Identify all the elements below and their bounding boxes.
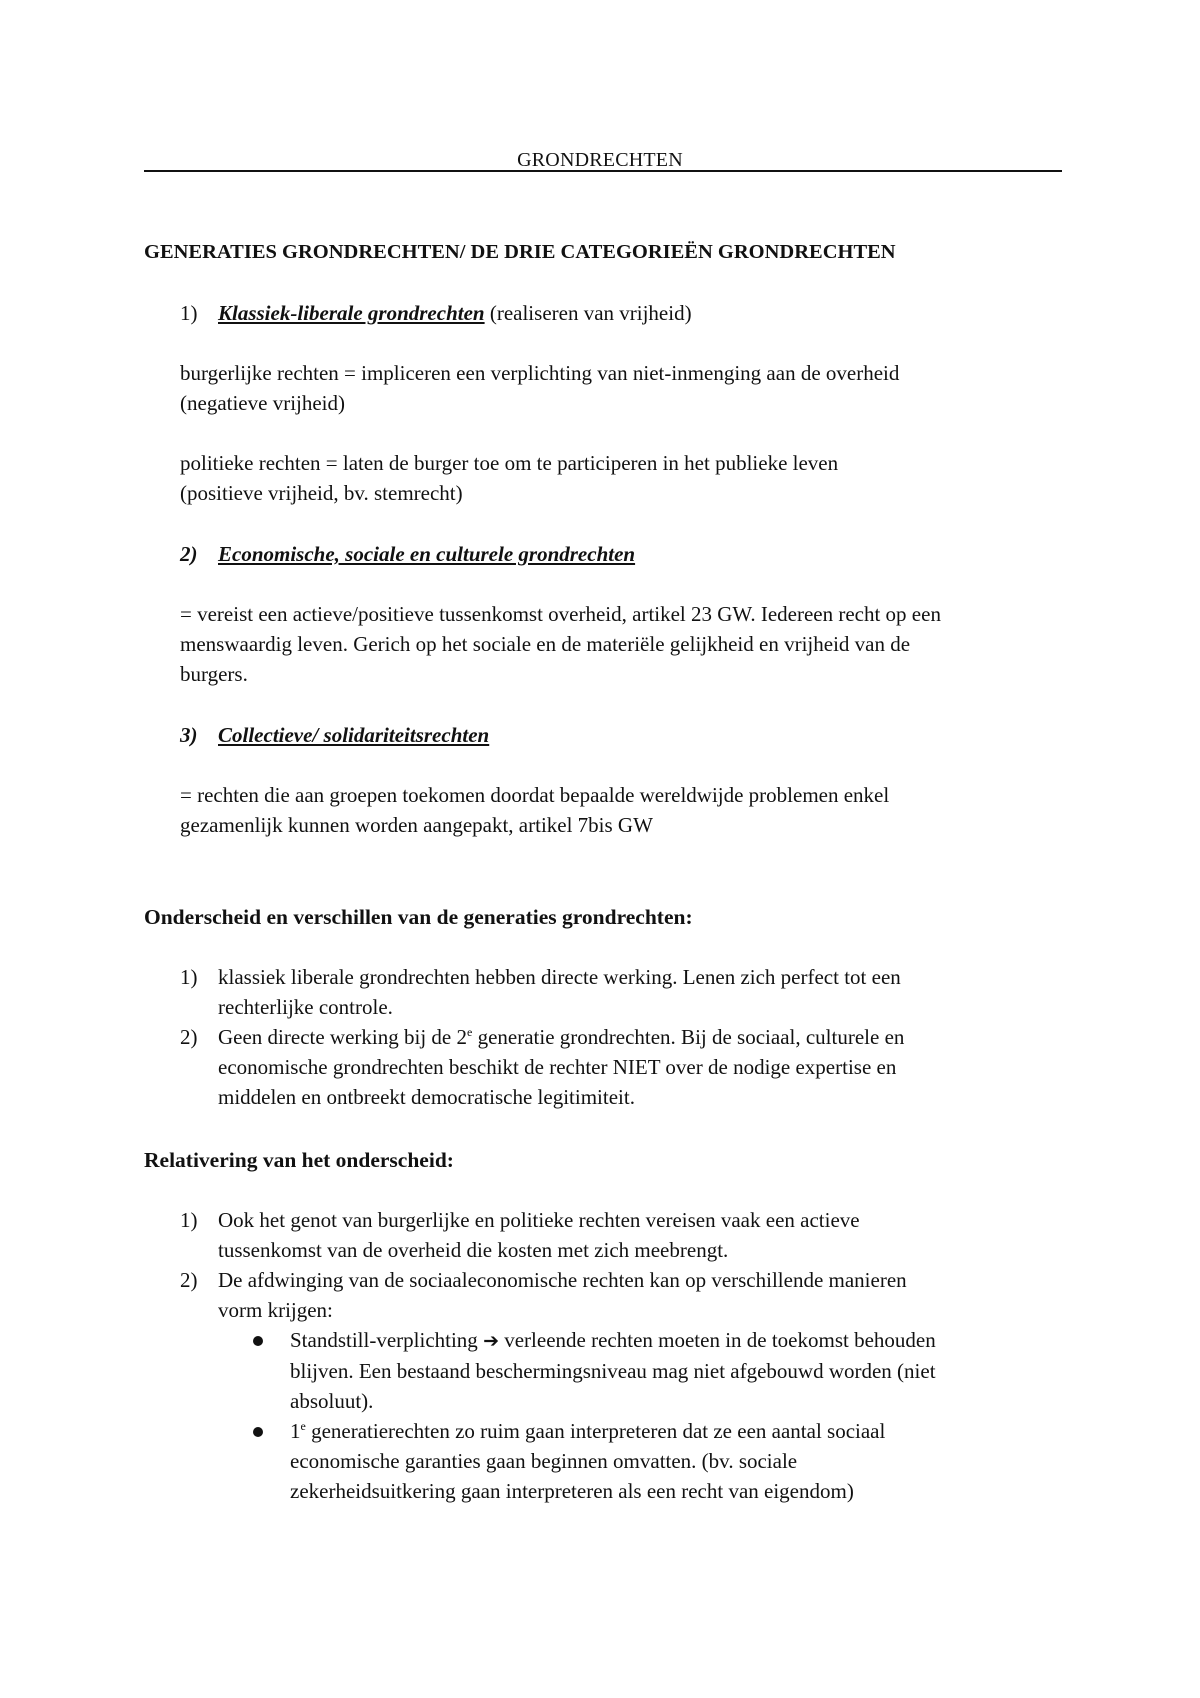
- text-fragment: generatierechten zo ruim gaan interpreteren dat ze een aantal sociaal: [305, 1419, 886, 1443]
- page-header-title: GRONDRECHTEN: [517, 149, 683, 171]
- text-fragment: generatie grondrechten. Bij de sociaal, culturele en: [472, 1025, 905, 1049]
- text-line: rechterlijke controle.: [218, 995, 393, 1019]
- section-heading-onderscheid: Onderscheid en verschillen van de generaties grondrechten:: [144, 905, 693, 929]
- text-line: absoluut).: [290, 1389, 374, 1413]
- list-number: 2): [180, 1025, 198, 1049]
- paragraph-politieke-rechten: [180, 448, 1070, 508]
- text-line: zekerheidsuitkering gaan interpreteren als een recht van eigendom): [290, 1479, 854, 1503]
- superscript: e: [300, 1419, 306, 1433]
- text-line: burgerlijke rechten = impliceren een verplichting van niet-inmenging aan de overheid: [180, 361, 900, 385]
- list-item-geen-directe-werking: [218, 1022, 1068, 1112]
- list-item-collectieve: [218, 720, 1068, 750]
- header-rule: [144, 170, 1062, 172]
- text-line: vorm krijgen:: [218, 1298, 333, 1322]
- text-fragment: Geen directe werking bij de 2: [218, 1025, 467, 1049]
- item-suffix: (realiseren van vrijheid): [484, 301, 692, 325]
- item-title: Klassiek-liberale grondrechten: [218, 301, 485, 325]
- text-line: politieke rechten = laten de burger toe om te participeren in het publieke leven: [180, 451, 839, 475]
- superscript: e: [467, 1025, 473, 1039]
- text-line: [290, 1325, 1070, 1356]
- section-heading-relativering: Relativering van het onderscheid:: [144, 1148, 454, 1172]
- list-number: 3): [180, 723, 198, 747]
- text-line: (negatieve vrijheid): [180, 391, 346, 415]
- paragraph-collectieve: [180, 780, 1070, 840]
- list-item-economische: [218, 539, 1068, 569]
- list-number: 2): [180, 1268, 198, 1292]
- text-line: blijven. Een bestaand beschermingsniveau mag niet afgebouwd worden (niet: [290, 1359, 936, 1383]
- text-line: [218, 1022, 1068, 1052]
- list-number: 2): [180, 542, 198, 566]
- list-number: 1): [180, 301, 198, 325]
- list-number: 1): [180, 965, 198, 989]
- arrow-right-icon: ➔: [483, 1330, 499, 1352]
- list-item-klassiek-liberale: [218, 298, 1068, 328]
- text-line: = rechten die aan groepen toekomen doordat bepaalde wereldwijde problemen enkel: [180, 783, 890, 807]
- section-heading-generaties: GENERATIES GRONDRECHTEN/ DE DRIE CATEGORIEËN GRONDRECHTEN: [144, 241, 896, 263]
- bullet-item-generatierechten: [290, 1416, 1070, 1506]
- paragraph-burgerlijke-rechten: [180, 358, 1070, 418]
- text-line: [290, 1416, 1070, 1446]
- text-fragment: verleende rechten moeten in de toekomst behouden: [498, 1328, 936, 1352]
- text-line: menswaardig leven. Gerich op het sociale en de materiële gelijkheid en vrijheid van de: [180, 632, 911, 656]
- bullet-item-standstill: [290, 1325, 1070, 1416]
- text-line: klassiek liberale grondrechten hebben directe werking. Lenen zich perfect tot een: [218, 965, 901, 989]
- paragraph-economische: [180, 599, 1070, 689]
- list-item-genot: [218, 1205, 1068, 1265]
- bullet-dot-icon: [253, 1427, 263, 1437]
- text-line: economische grondrechten beschikt de rechter NIET over de nodige expertise en: [218, 1055, 897, 1079]
- text-line: burgers.: [180, 662, 248, 686]
- text-line: tussenkomst van de overheid die kosten met zich meebrengt.: [218, 1238, 729, 1262]
- text-line: = vereist een actieve/positieve tussenkomst overheid, artikel 23 GW. Iedereen recht op een: [180, 602, 941, 626]
- text-line: (positieve vrijheid, bv. stemrecht): [180, 481, 463, 505]
- bullet-dot-icon: [253, 1336, 263, 1346]
- list-item-directe-werking: [218, 962, 1068, 1022]
- text-line: economische garanties gaan beginnen omvatten. (bv. sociale: [290, 1449, 798, 1473]
- item-title: Economische, sociale en culturele grondrechten: [218, 542, 636, 566]
- text-line: gezamenlijk kunnen worden aangepakt, artikel 7bis GW: [180, 813, 653, 837]
- text-line: De afdwinging van de sociaaleconomische rechten kan op verschillende manieren: [218, 1268, 907, 1292]
- text-line: Ook het genot van burgerlijke en politieke rechten vereisen vaak een actieve: [218, 1208, 860, 1232]
- item-title: Collectieve/ solidariteitsrechten: [218, 723, 490, 747]
- text-line: middelen en ontbreekt democratische legitimiteit.: [218, 1085, 635, 1109]
- text-fragment: 1: [290, 1419, 301, 1443]
- list-number: 1): [180, 1208, 198, 1232]
- text-fragment: Standstill-verplichting: [290, 1328, 484, 1352]
- list-item-afdwinging: [218, 1265, 1068, 1325]
